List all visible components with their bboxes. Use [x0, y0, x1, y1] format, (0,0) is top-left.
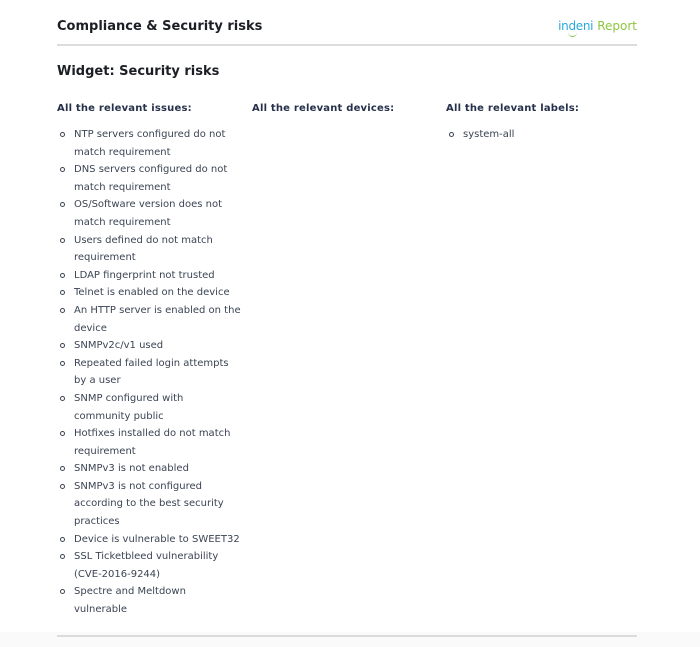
issues-list [57, 126, 242, 619]
circle-bullet-icon [60, 431, 65, 436]
issues-list-item [57, 126, 242, 161]
labels-list [446, 126, 631, 144]
labels-list-item [446, 126, 631, 144]
brand-logo-text: indeni [558, 19, 594, 33]
issues-list-item [57, 161, 242, 196]
circle-bullet-icon [60, 589, 65, 594]
issues-item-text: Hotfixes installed do not match requirement [74, 428, 231, 457]
circle-bullet-icon [60, 396, 65, 401]
issues-heading: All the relevant issues: [57, 103, 192, 114]
circle-bullet-icon [60, 132, 65, 137]
issues-item-text: Telnet is enabled on the device [74, 287, 230, 299]
issues-item-text: SNMPv2c/v1 used [74, 340, 164, 352]
issues-item-text: SNMPv3 is not configured according to the best security practices [74, 480, 224, 528]
issues-list-item [57, 232, 242, 267]
issues-item-text: NTP servers configured do not match requirement [74, 129, 226, 158]
circle-bullet-icon [60, 308, 65, 313]
circle-bullet-icon [60, 167, 65, 172]
issues-item-text: An HTTP server is enabled on the device [74, 304, 241, 334]
circle-bullet-icon [60, 290, 65, 295]
labels-heading: All the relevant labels: [446, 103, 580, 114]
issues-column [57, 103, 242, 619]
issues-item-text: SNMPv3 is not enabled [74, 463, 189, 475]
issues-item-text: Device is vulnerable to SWEET32 [74, 533, 240, 545]
labels-item-text: system-all [463, 129, 515, 140]
brand-logo [558, 19, 637, 33]
circle-bullet-icon [60, 238, 65, 243]
issues-item-text: OS/Software version does not match requirement [74, 199, 223, 228]
issues-list-item [57, 196, 242, 231]
circle-bullet-icon [60, 484, 65, 489]
issues-item-text: Spectre and Meltdown vulnerable [74, 586, 186, 616]
issues-list-item [57, 355, 242, 390]
issues-item-text: LDAP fingerprint not trusted [74, 269, 215, 281]
indeni-logo [558, 19, 593, 33]
issues-list-item [57, 548, 242, 583]
report-header [57, 18, 637, 46]
devices-column [252, 103, 437, 126]
circle-bullet-icon [449, 132, 454, 137]
issues-item-text: Repeated failed login attempts by a user [74, 357, 229, 387]
circle-bullet-icon [60, 466, 65, 471]
issues-list-item [57, 267, 242, 285]
issues-list-item [57, 284, 242, 302]
labels-column [446, 103, 631, 144]
issues-item-text: DNS servers configured do not match requirement [74, 164, 228, 193]
issues-item-text: SNMP configured with community public [74, 392, 184, 422]
brand-report-label: Report [597, 19, 637, 33]
issues-list-item [57, 478, 242, 531]
page-title: Compliance & Security risks [57, 19, 263, 34]
circle-bullet-icon [60, 537, 65, 542]
footer-divider [57, 635, 637, 637]
issues-list-item [57, 460, 242, 478]
issues-list-item [57, 531, 242, 549]
circle-bullet-icon [60, 554, 65, 559]
devices-heading: All the relevant devices: [252, 103, 395, 114]
widget-title: Widget: Security risks [57, 64, 220, 79]
circle-bullet-icon [60, 361, 65, 366]
issues-list-item [57, 583, 242, 618]
issues-item-text: Users defined do not match requirement [74, 234, 213, 264]
issues-list-item [57, 337, 242, 355]
circle-bullet-icon [60, 202, 65, 207]
circle-bullet-icon [60, 273, 65, 278]
issues-list-item [57, 390, 242, 425]
issues-list-item [57, 302, 242, 337]
smile-icon [568, 32, 577, 37]
issues-item-text: SSL Ticketbleed vulnerability (CVE-2016-9244) [74, 551, 219, 580]
circle-bullet-icon [60, 343, 65, 348]
issues-list-item [57, 425, 242, 460]
